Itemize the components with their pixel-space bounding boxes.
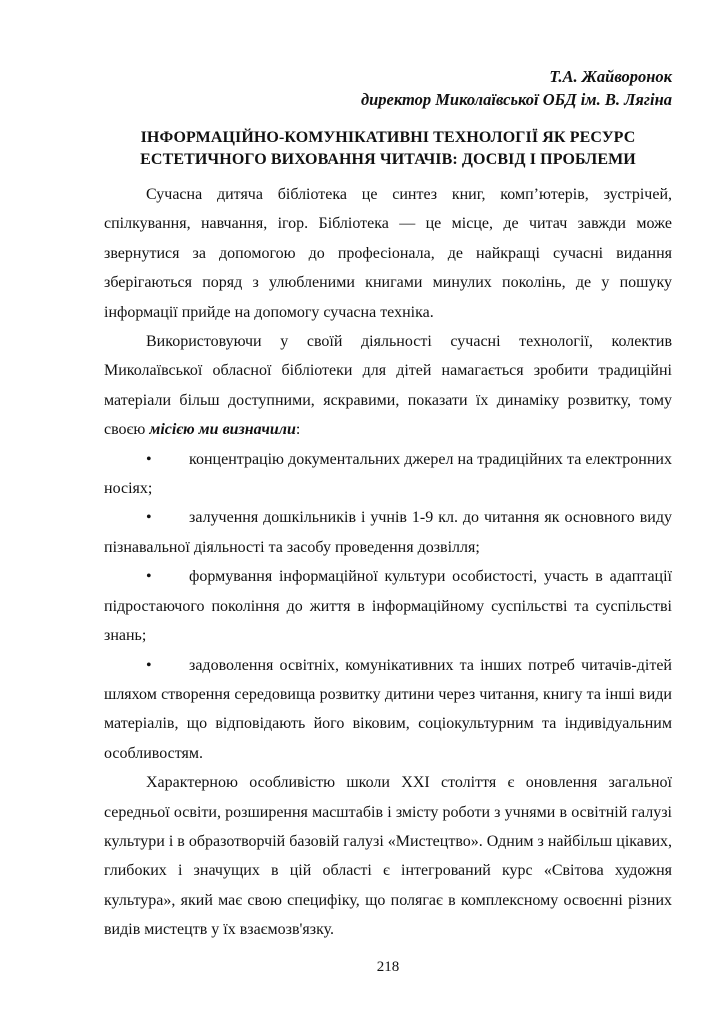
title-line-1: ІНФОРМАЦІЙНО-КОМУНІКАТИВНІ ТЕХНОЛОГІЇ ЯК РЕСУРС <box>140 129 636 146</box>
paragraph-3: Характерною особливістю школи ХХІ століття є оновлення загальної середньої освіти, розширення масштабів і змісту роботи з учнями в освітній галузі культури і в образотворчій базовій галузі «Мистецтво». Одним з найбільш цікавих, глибоких і значущих в цій області є інтегрований курс «Світова художня культура», який має свою специфіку, що полягає в комплексному освоєнні різних видів мистецтв у їх взаємозв'язку. <box>104 774 673 939</box>
bullet-icon: • <box>146 509 152 527</box>
author-name: Т.А. Жайворонок <box>549 67 672 86</box>
document-page <box>104 0 672 1024</box>
title-line-2: ЕСТЕТИЧНОГО ВИХОВАННЯ ЧИТАЧІВ: ДОСВІД І ПРОБЛЕМИ <box>140 151 636 168</box>
mission-emphasis: місією ми визначили <box>149 421 296 439</box>
page-number: 218 <box>376 959 400 975</box>
article-title <box>104 127 672 171</box>
list-item-text: концентрацію документальних джерел на традиційних та електронних носіях; <box>104 450 672 498</box>
list-item-text: формування інформаційної культури особистості, участь в адаптації підростаючого покоління до життя в інформаційному суспільстві та суспільстві знань; <box>104 568 672 645</box>
bullet-icon: • <box>146 450 152 468</box>
mission-list <box>104 445 672 768</box>
bullet-icon: • <box>146 568 152 586</box>
list-item <box>104 503 672 562</box>
paragraph-1: Сучасна дитяча бібліотека це синтез книг, комп’ютерів, зустрічей, спілкування, навчання, ігор. Бібліотека — це місце, де читач завжди може звернутися за допомогою до професіонала, де найкращі сучасні видання зберігаються поряд з улюбленими книгами минулих поколінь, де у пошуку інформації прийде на допомогу сучасна техніка. <box>104 186 672 321</box>
list-item <box>104 445 672 504</box>
bullet-icon: • <box>146 656 152 674</box>
list-item-text: залучення дошкільників і учнів 1-9 кл. до читання як основного виду пізнавальної діяльності та засобу проведення дозвілля; <box>104 509 672 556</box>
paragraph-2 <box>104 327 672 445</box>
author-position: директор Миколаївської ОБД ім. В. Лягіна <box>360 90 672 109</box>
paragraph-2-text: Використовуючи у своїй діяльності сучасні технології, колектив Миколаївської обласної бібліотеки для дітей намагається зробити традиційні матеріали більш доступними, яскравими, показати їх динаміку розвитку, тому своєю <box>104 333 672 439</box>
list-item <box>104 562 672 650</box>
paragraph-2-colon: : <box>295 421 301 439</box>
list-item <box>104 651 672 769</box>
article-body <box>104 180 672 945</box>
list-item-text: задоволення освітніх, комунікативних та інших потреб читачів-дітей шляхом створення середовища розвитку дитини через читання, книгу та інші види матеріалів, що відповідають його віковим, соціокультурним та індивідуальним особливостям. <box>104 656 672 762</box>
author-block <box>361 65 672 111</box>
